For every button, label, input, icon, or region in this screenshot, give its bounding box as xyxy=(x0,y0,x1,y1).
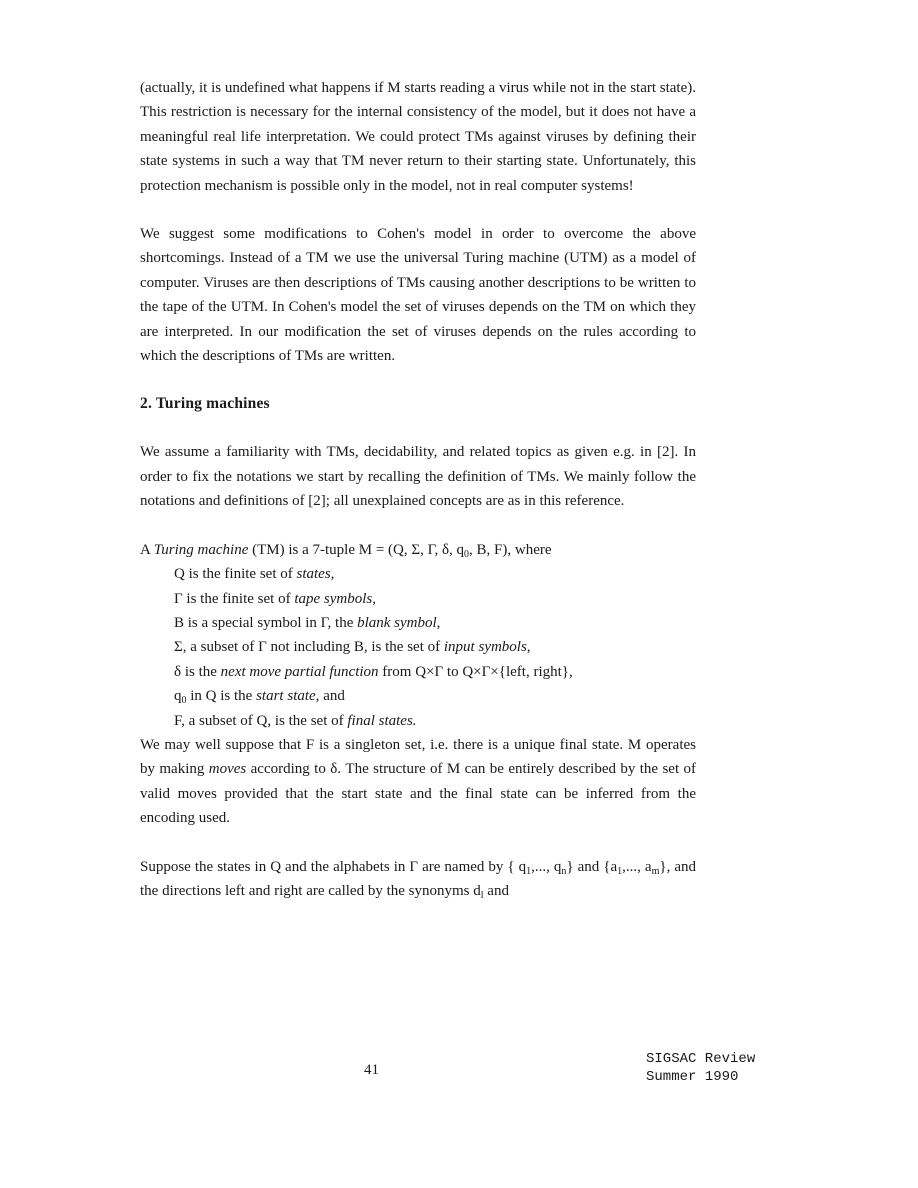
journal-name: SIGSAC Review xyxy=(646,1051,756,1067)
definition-states: Q is the finite set of states, xyxy=(174,566,335,583)
definition-tape-symbols: Γ is the finite set of tape symbols, xyxy=(174,590,376,607)
definition-start-state: $q_0$ in Q is the start state, and xyxy=(174,688,345,707)
journal-issue: Summer 1990 xyxy=(646,1069,739,1085)
paragraph-5: Suppose the states in Q and the alphabets in Γ are named by { $q_1$,..., $q_n$} and {$a_1$,..., $a_m$}, and the directions left and right are called by the synonyms $d_l$ and xyxy=(140,858,696,901)
paragraph-3: We assume a familiarity with TMs, decidability, and related topics as given e.g. in [2]. In order to fix the notations we start by recalling the definition of TMs. We mainly follow the notations and definitions of [2]; all unexplained concepts are as in this reference. xyxy=(140,444,696,510)
definition-final-states: F, a subset of Q, is the set of final states. xyxy=(174,712,417,729)
tm-definition xyxy=(140,538,696,733)
definition-next-move: δ is the next move partial function from Q×Γ to Q×Γ×{left, right}, xyxy=(174,663,573,680)
definition-intro: A Turing machine (TM) is a 7-tuple M = (Q, Σ, Γ, δ, $q_0$, B, F), where xyxy=(140,541,552,560)
definition-blank-symbol: B is a special symbol in Γ, the blank symbol, xyxy=(174,614,441,631)
journal-footer xyxy=(646,1050,755,1086)
paragraph-2: We suggest some modifications to Cohen's model in order to overcome the above shortcomings. Instead of a TM we use the universal Turing machine (UTM) as a model of computer. Viruses are then descriptions of TMs causing another descriptions to be written to the tape of the UTM. In Cohen's model the set of viruses depends on the TM on which they are interpreted. In our modification the set of viruses depends on the rules according to which the descriptions of TMs are written. xyxy=(140,226,696,365)
page-body xyxy=(140,76,696,903)
paragraph-4: We may well suppose that F is a singleton set, i.e. there is a unique final state. M operates by making moves according to δ. The structure of M can be entirely described by the set of valid moves provided that the start state and the final state can be inferred from the encoding used. xyxy=(140,736,696,827)
paragraph-1: (actually, it is undefined what happens if M starts reading a virus while not in the start state). This restriction is necessary for the internal consistency of the model, but it does not have a meaningful real life interpretation. We could protect TMs against viruses by defining their state systems in such a way that TM never return to their starting state. Unfortunately, this protection mechanism is possible only in the model, not in real computer systems! xyxy=(140,80,696,194)
definition-input-symbols: Σ, a subset of Γ not including B, is the set of input symbols, xyxy=(174,639,531,656)
section-heading: 2. Turing machines xyxy=(140,395,270,413)
page-number: 41 xyxy=(364,1062,379,1078)
